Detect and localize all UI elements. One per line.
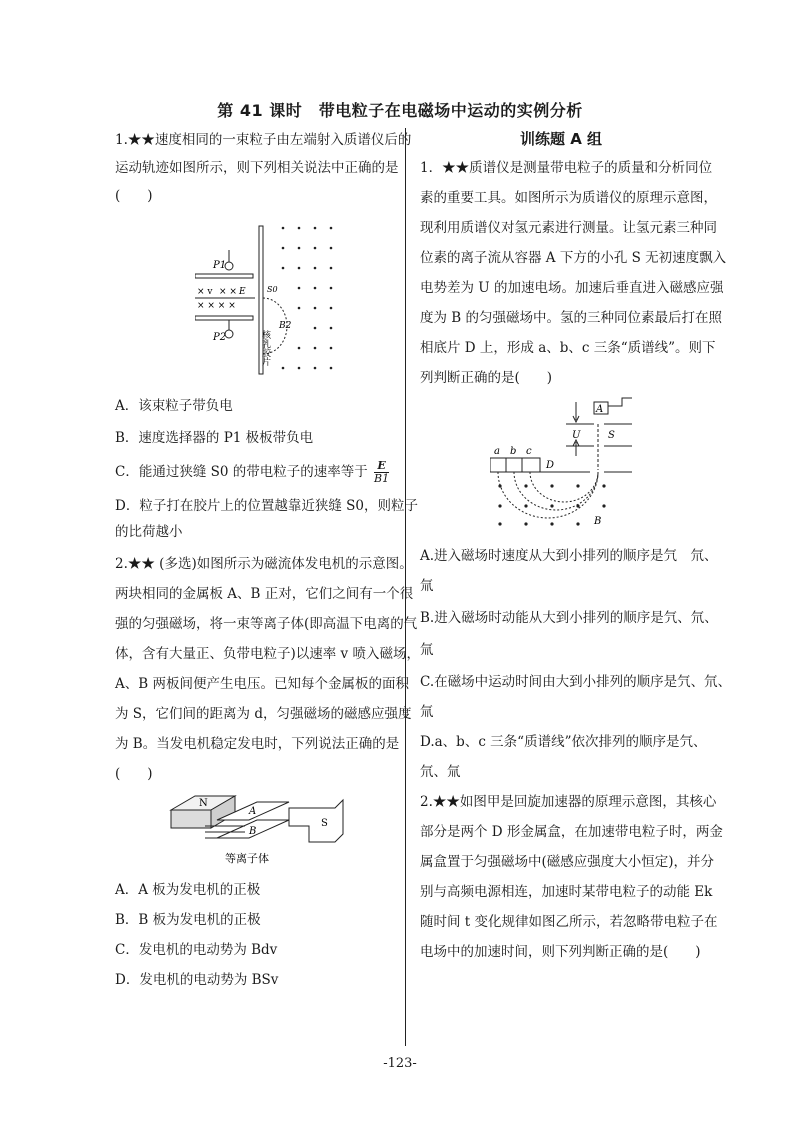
label-u: U	[572, 430, 581, 441]
q1-stem-line: 1.★★速度相同的一束粒子由左端射入质谱仪后的	[115, 132, 412, 148]
q1-option-b[interactable]: B．速度选择器的 P1 极板带负电	[115, 430, 314, 446]
q2-option-a[interactable]: A．A 板为发电机的正极	[115, 882, 261, 898]
tq1-option-c[interactable]: C.在磁场中运动时间由大到小排列的顺序是氕、氘、	[420, 674, 732, 690]
q2-stem-line: 为 S，它们间的距离为 d，匀强磁场的磁感应强度	[115, 706, 412, 722]
hydrogen-spectrometer-figure	[490, 392, 640, 532]
svg-text:× ×: × ×	[219, 287, 237, 297]
page-title: 第 41 课时 带电粒子在电磁场中运动的实例分析	[217, 101, 583, 120]
group-title: 训练题 A 组	[520, 130, 603, 148]
q1-option-d-cont: 的比荷越小	[115, 524, 183, 540]
label-line-b: b	[510, 446, 517, 457]
tq1-stem-line: 度为 B 的匀强磁场中。氢的三种同位素最后打在照	[420, 310, 723, 326]
q2-stem-line: ( )	[115, 766, 153, 782]
label-s0: S0	[267, 285, 278, 294]
tq1-stem-line: 1．★★质谱仪是测量带电粒子的质量和分析同位	[420, 160, 713, 176]
fraction-denominator: B1	[374, 472, 390, 486]
q1-stem-line: ( )	[115, 188, 153, 204]
label-n: N	[199, 798, 208, 809]
q2-option-c[interactable]: C．发电机的电动势为 Bdv	[115, 942, 278, 958]
label-line-a: a	[494, 446, 500, 457]
q2-stem-line: 为 B。当发电机稳定发电时，下列说法正确的是	[115, 736, 400, 752]
q2-stem-line: 两块相同的金属板 A、B 正对，它们之间有一个很	[115, 586, 414, 602]
q2-option-b[interactable]: B．B 板为发电机的正极	[115, 912, 261, 928]
q1-option-d[interactable]: D．粒子打在胶片上的位置越靠近狭缝 S0，则粒子	[115, 498, 418, 514]
label-p2: P2	[213, 332, 227, 343]
svg-text:× v: × v	[197, 287, 213, 297]
q2-stem-line: 强的匀强磁场，将一束等离子体(即高温下电离的气	[115, 616, 418, 632]
tq2-stem-line: 2.★★如图甲是回旋加速器的原理示意图，其核心	[420, 794, 717, 810]
q1-option-c-text: C．能通过狭缝 S0 的带电粒子的速率等于	[115, 464, 368, 481]
label-e: E	[239, 287, 246, 297]
q1-stem-line: 运动轨迹如图所示，则下列相关说法中正确的是	[115, 160, 399, 176]
page-number: -123-	[383, 1056, 417, 1071]
label-field-b: B	[594, 516, 602, 527]
tq2-stem-line: 电场中的加速时间，则下列判断正确的是( )	[420, 944, 701, 960]
q1-option-c[interactable]	[115, 460, 389, 485]
q2-stem-line: 体，含有大量正、负带电粒子)以速率 v 喷入磁场，	[115, 646, 420, 662]
tq2-stem-line: 别与高频电源相连，加速时某带电粒子的动能 Ek	[420, 884, 713, 900]
tq1-option-a[interactable]: A.进入磁场时速度从大到小排列的顺序是氕 氘、	[420, 548, 718, 564]
label-line-c: c	[526, 446, 532, 457]
label-b2: B2	[279, 321, 292, 331]
label-s: S	[608, 430, 615, 441]
svg-text:× × × ×: × × × ×	[197, 301, 236, 311]
tq1-option-b-cont: 氚	[420, 642, 434, 658]
tq1-option-d-cont: 氘、氚	[420, 764, 461, 780]
label-p1: P1	[213, 260, 227, 271]
q1-option-a[interactable]: A．该束粒子带负电	[115, 398, 233, 414]
label-container-a: A	[596, 404, 604, 415]
tq1-option-a-cont: 氚	[420, 578, 434, 594]
label-film: 核乳胶片	[260, 330, 270, 366]
mhd-generator-figure	[165, 790, 355, 870]
fraction-numerator: E	[374, 460, 389, 473]
tq1-stem-line: 电势差为 U 的加速电场。加速后垂直进入磁感应强	[420, 280, 724, 296]
tq2-stem-line: 随时间 t 变化规律如图乙所示，若忽略带电粒子在	[420, 914, 718, 930]
tq1-option-b[interactable]: B.进入磁场时动能从大到小排列的顺序是氕、氘、	[420, 610, 718, 626]
label-s: S	[321, 818, 328, 829]
q2-stem-line: A、B 两板间便产生电压。已知每个金属板的面积	[115, 676, 409, 692]
tq1-stem-line: 现利用质谱仪对氢元素进行测量。让氢元素三种同	[420, 220, 717, 236]
label-plate-b: B	[249, 826, 257, 837]
label-plate-a: A	[249, 806, 257, 817]
tq2-stem-line: 属盒置于匀强磁场中(磁感应强度大小恒定)，并分	[420, 854, 715, 870]
fraction	[374, 460, 389, 485]
q2-option-d[interactable]: D．发电机的电动势为 BSv	[115, 972, 279, 988]
tq1-stem-line: 素的重要工具。如图所示为质谱仪的原理示意图，	[420, 190, 717, 206]
tq1-stem-line: 相底片 D 上，形成 a、b、c 三条“质谱线”。则下	[420, 340, 716, 356]
tq2-stem-line: 部分是两个 D 形金属盒，在加速带电粒子时，两金	[420, 824, 723, 840]
q2-stem-line: 2.★★ (多选)如图所示为磁流体发电机的示意图。	[115, 556, 413, 572]
label-plasma: 等离子体	[225, 852, 269, 865]
tq1-option-c-cont: 氚	[420, 704, 434, 720]
tq1-stem-line: 列判断正确的是( )	[420, 370, 553, 386]
tq1-stem-line: 位素的离子流从容器 A 下方的小孔 S 无初速度飘入	[420, 250, 727, 266]
tq1-option-d[interactable]: D.a、b、c 三条“质谱线”依次排列的顺序是氕、	[420, 734, 707, 750]
label-film-d: D	[546, 460, 555, 471]
mass-spectrometer-figure	[195, 218, 345, 388]
